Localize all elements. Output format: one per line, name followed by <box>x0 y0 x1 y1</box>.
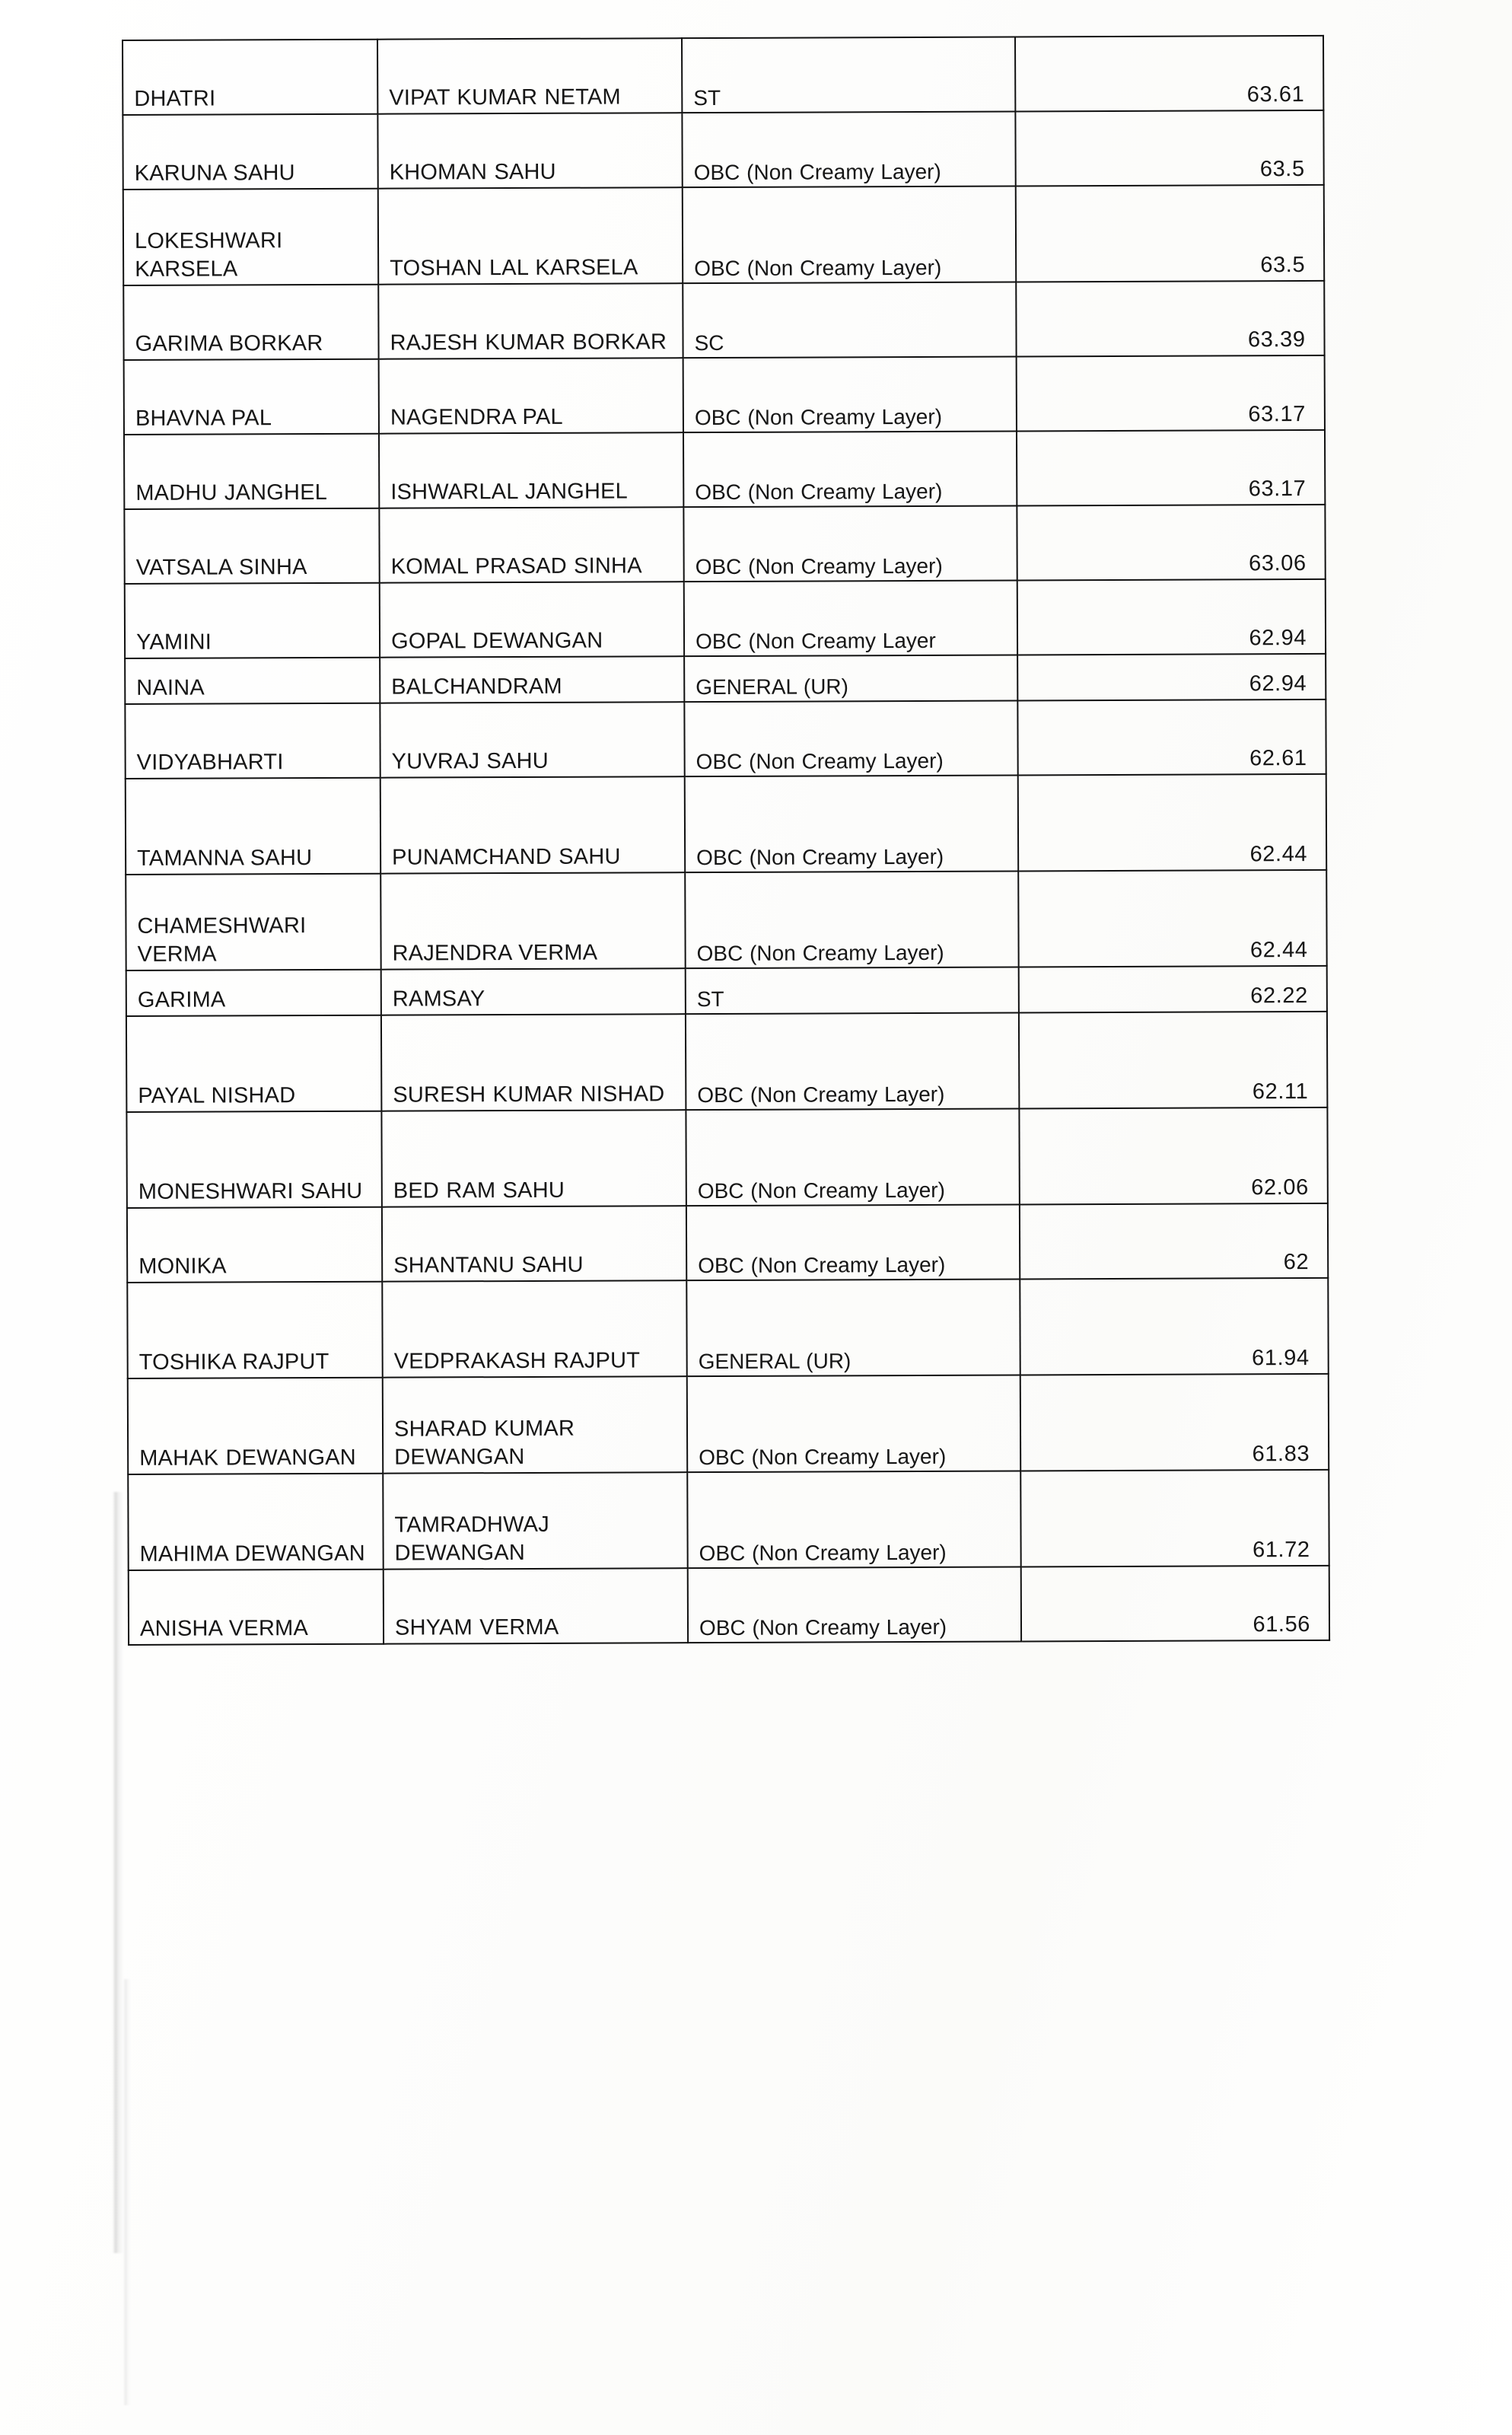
table-row <box>123 281 1324 360</box>
table-row <box>126 966 1327 1016</box>
cell-score: 63.06 <box>1017 505 1325 581</box>
table-row <box>123 36 1323 115</box>
table-row <box>123 185 1324 285</box>
cell-category: OBC (Non Creamy Layer) <box>686 1012 1019 1110</box>
table-row <box>129 1566 1329 1645</box>
cell-father-name: KOMAL PRASAD SINHA <box>379 507 683 583</box>
cell-candidate-name: LOKESHWARI KARSELA <box>123 189 378 285</box>
cell-score: 62 <box>1020 1203 1328 1280</box>
cell-category: OBC (Non Creamy Layer) <box>683 505 1017 582</box>
cell-category: OBC (Non Creamy Layer) <box>684 700 1017 776</box>
cell-candidate-name: TOSHIKA RAJPUT <box>127 1282 382 1378</box>
cell-candidate-name: GARIMA <box>126 970 381 1016</box>
cell-father-name: PUNAMCHAND SAHU <box>380 776 685 874</box>
cell-category: ST <box>682 37 1015 113</box>
table-row <box>127 1278 1328 1378</box>
cell-candidate-name: NAINA <box>125 658 380 704</box>
cell-father-name: YUVRAJ SAHU <box>380 702 684 778</box>
table-row <box>126 870 1326 970</box>
cell-score: 61.56 <box>1021 1566 1329 1642</box>
cell-score: 63.5 <box>1015 110 1323 186</box>
cell-category: GENERAL (UR) <box>684 655 1017 702</box>
cell-score: 63.5 <box>1016 185 1324 282</box>
cell-score: 62.06 <box>1019 1108 1327 1205</box>
cell-father-name: TOSHAN LAL KARSELA <box>378 187 683 285</box>
cell-father-name: GOPAL DEWANGAN <box>380 582 684 658</box>
cell-candidate-name: GARIMA BORKAR <box>123 285 378 360</box>
cell-father-name: RAMSAY <box>381 968 686 1015</box>
table-row <box>124 505 1325 584</box>
cell-category: OBC (Non Creamy Layer) <box>686 1204 1020 1280</box>
cell-score: 63.61 <box>1015 36 1323 112</box>
cell-father-name: SURESH KUMAR NISHAD <box>381 1014 686 1111</box>
cell-candidate-name: YAMINI <box>125 583 380 658</box>
cell-father-name: BALCHANDRAM <box>380 656 684 703</box>
table-row <box>124 430 1325 509</box>
scan-artifact-streak-2 <box>123 1979 131 2405</box>
cell-category: OBC (Non Creamy Layer) <box>687 1471 1020 1568</box>
cell-candidate-name: MADHU JANGHEL <box>124 434 379 509</box>
cell-father-name: SHARAD KUMAR DEWANGAN <box>383 1376 687 1474</box>
cell-category: SC <box>683 282 1016 358</box>
cell-father-name: VIPAT KUMAR NETAM <box>377 38 682 114</box>
cell-candidate-name: MONIKA <box>127 1207 382 1283</box>
cell-score: 62.11 <box>1019 1012 1327 1109</box>
cell-candidate-name: BHAVNA PAL <box>124 359 379 435</box>
cell-candidate-name: MAHAK DEWANGAN <box>128 1378 383 1474</box>
cell-candidate-name: VIDYABHARTI <box>125 703 380 779</box>
cell-father-name: SHYAM VERMA <box>384 1568 688 1644</box>
table-row <box>125 700 1326 779</box>
cell-score: 62.94 <box>1017 654 1326 701</box>
cell-father-name: NAGENDRA PAL <box>379 358 683 434</box>
cell-category: OBC (Non Creamy Layer) <box>682 111 1015 187</box>
table-row <box>126 774 1326 875</box>
cell-candidate-name: MONESHWARI SAHU <box>126 1111 381 1208</box>
cell-candidate-name: KARUNA SAHU <box>123 114 377 190</box>
cell-score: 62.44 <box>1018 774 1326 872</box>
cell-score: 62.94 <box>1017 579 1326 655</box>
cell-score: 61.94 <box>1020 1278 1328 1375</box>
cell-category: OBC (Non Creamy Layer <box>684 580 1017 656</box>
cell-category: OBC (Non Creamy Layer) <box>687 1375 1020 1472</box>
cell-score: 61.83 <box>1020 1374 1329 1471</box>
table-row <box>124 355 1325 435</box>
merit-list-body <box>123 36 1329 1645</box>
cell-score: 62.61 <box>1017 700 1326 776</box>
table-row <box>128 1374 1329 1474</box>
cell-candidate-name: DHATRI <box>123 40 377 115</box>
cell-father-name: TAMRADHWAJ DEWANGAN <box>383 1472 687 1570</box>
table-row <box>123 110 1323 190</box>
table-row <box>125 579 1326 658</box>
cell-father-name: RAJESH KUMAR BORKAR <box>378 283 683 359</box>
cell-score: 63.17 <box>1017 430 1325 506</box>
cell-category: ST <box>686 967 1019 1014</box>
cell-father-name: ISHWARLAL JANGHEL <box>379 432 683 508</box>
table-row <box>128 1470 1329 1570</box>
cell-father-name: KHOMAN SAHU <box>377 113 682 189</box>
cell-category: OBC (Non Creamy Layer) <box>683 431 1017 507</box>
cell-father-name: BED RAM SAHU <box>381 1110 686 1207</box>
scan-artifact-streak <box>113 1492 123 2253</box>
table-row <box>126 1108 1327 1208</box>
cell-candidate-name: PAYAL NISHAD <box>126 1015 381 1112</box>
cell-father-name: RAJENDRA VERMA <box>380 872 685 970</box>
cell-score: 62.44 <box>1018 870 1326 967</box>
cell-category: OBC (Non Creamy Layer) <box>685 871 1018 968</box>
cell-category: GENERAL (UR) <box>686 1279 1020 1376</box>
cell-candidate-name: VATSALA SINHA <box>124 508 379 584</box>
table-row <box>127 1203 1328 1283</box>
cell-category: OBC (Non Creamy Layer) <box>686 1108 1019 1206</box>
cell-father-name: VEDPRAKASH RAJPUT <box>382 1280 686 1378</box>
cell-candidate-name: CHAMESHWARI VERMA <box>126 874 380 970</box>
cell-category: OBC (Non Creamy Layer) <box>688 1566 1021 1643</box>
cell-score: 63.39 <box>1016 281 1324 357</box>
cell-candidate-name: ANISHA VERMA <box>129 1570 384 1645</box>
cell-score: 61.72 <box>1020 1470 1329 1567</box>
cell-category: OBC (Non Creamy Layer) <box>683 356 1017 432</box>
table-row <box>125 654 1326 704</box>
cell-score: 62.22 <box>1019 966 1327 1013</box>
cell-candidate-name: TAMANNA SAHU <box>126 778 380 875</box>
cell-category: OBC (Non Creamy Layer) <box>683 186 1016 283</box>
cell-score: 63.17 <box>1017 355 1325 432</box>
cell-father-name: SHANTANU SAHU <box>382 1206 686 1282</box>
cell-candidate-name: MAHIMA DEWANGAN <box>128 1474 383 1570</box>
table-row <box>126 1012 1327 1112</box>
merit-list-table <box>122 35 1330 1646</box>
cell-category: OBC (Non Creamy Layer) <box>685 775 1018 872</box>
